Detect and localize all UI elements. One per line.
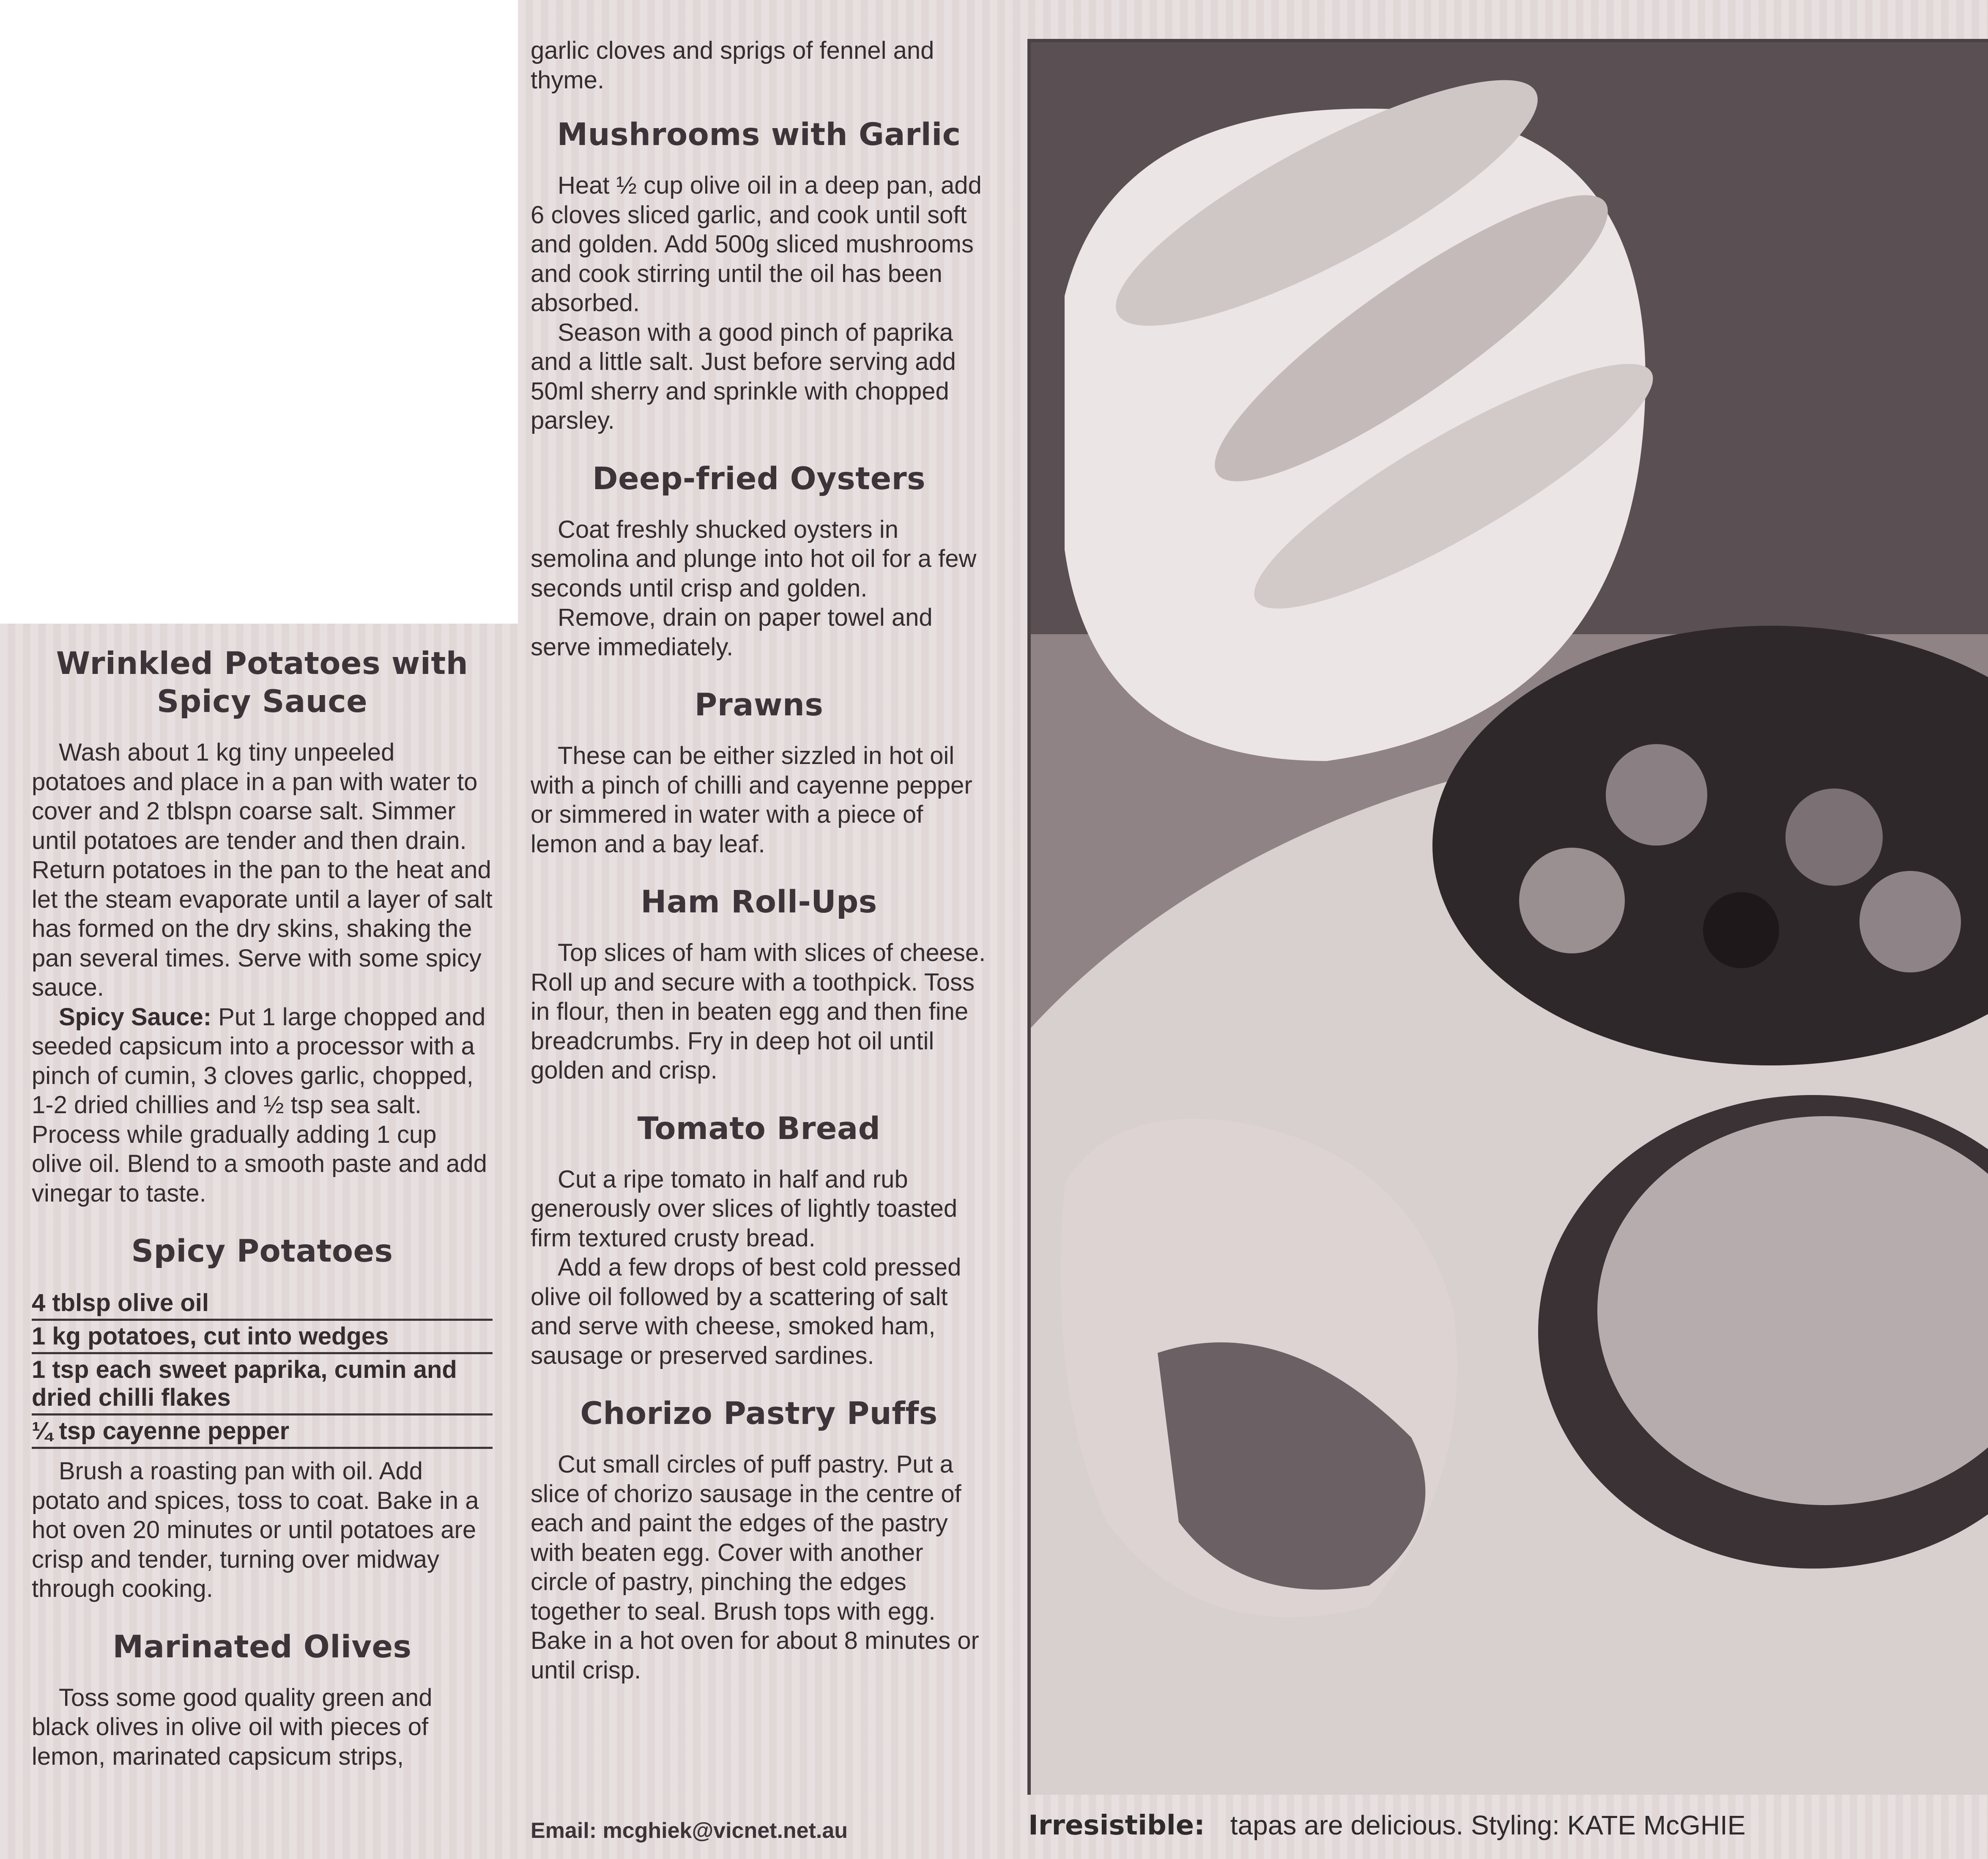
photo-caption bbox=[1028, 1810, 1746, 1841]
recipe-title: Prawns bbox=[694, 687, 824, 723]
recipe-body bbox=[32, 1002, 493, 1208]
recipe-mushrooms bbox=[531, 116, 987, 435]
ingredient-list bbox=[32, 1287, 493, 1449]
recipe-title: Mushrooms with Garlic bbox=[557, 117, 961, 153]
olive-shape bbox=[1606, 744, 1707, 846]
recipe-body: Wash about 1 kg tiny unpeeled potatoes and place in a pan with water to cover and 2 tblspn coarse salt. Simmer until potatoes are tender and then drain. Return potatoes in the pan to the heat and let the steam evaporate until a layer of salt has formed on the dry skins, shaking the pan several times. Serve with some spicy sauce. bbox=[32, 739, 493, 1001]
recipe-body: Top slices of ham with slices of cheese. Roll up and secure with a toothpick. Toss in flour, then in beaten egg and then fine breadcrumbs. Fry in deep hot oil until golden and crisp. bbox=[531, 939, 986, 1084]
recipe-body: Brush a roasting pan with oil. Add potato and spices, toss to coat. Bake in a hot oven 20 minutes or until potatoes are crisp and tender, turning over midway through cooking. bbox=[32, 1457, 479, 1602]
recipe-title: Tomato Bread bbox=[637, 1110, 881, 1147]
recipe-body: These can be either sizzled in hot oil with a pinch of chilli and cayenne pepper or simmered in water with a piece of lemon and a bay leaf. bbox=[531, 742, 972, 858]
recipe-body: Add a few drops of best cold pressed olive oil followed by a scattering of salt and serve with cheese, smoked ham, sausage or preserved sardines. bbox=[531, 1254, 961, 1369]
recipe-title: Marinated Olives bbox=[112, 1629, 412, 1665]
sauce-label: Spicy Sauce: bbox=[59, 1003, 212, 1031]
caption-text: tapas are delicious. Styling: KATE McGHIE bbox=[1230, 1810, 1746, 1840]
ingredient-item: 4 tblsp olive oil bbox=[32, 1287, 493, 1321]
recipe-tomato-bread bbox=[531, 1110, 987, 1371]
recipe-prawns bbox=[531, 686, 987, 859]
caption-label: Irresistible: bbox=[1028, 1810, 1205, 1841]
sauce-text: Put 1 large chopped and seeded capsicum into a processor with a pinch of cumin, 3 cloves garlic, chopped, 1-2 dried chillies and ½ tsp sea salt. Process while gradually adding 1 cup olive oil. Blend to a smooth paste and add vinegar to taste. bbox=[32, 1003, 487, 1207]
recipe-title: Chorizo Pastry Puffs bbox=[580, 1396, 938, 1432]
recipe-title: Spicy Potatoes bbox=[131, 1233, 393, 1269]
olive-shape bbox=[1859, 871, 1961, 972]
olive-shape bbox=[1785, 789, 1883, 886]
recipe-title: Wrinkled Potatoes with Spicy Sauce bbox=[56, 646, 468, 720]
recipe-ham-roll-ups bbox=[531, 883, 987, 1085]
column-1 bbox=[32, 645, 493, 1771]
column-2 bbox=[531, 36, 987, 1685]
recipe-oysters bbox=[531, 460, 987, 662]
recipe-body: Heat ½ cup olive oil in a deep pan, add 6 cloves sliced garlic, and cook until soft and golden. Add 500g sliced mushrooms and cook stirring until the oil has been absorbed. bbox=[531, 172, 982, 317]
recipe-body: Toss some good quality green and black olives in olive oil with pieces of lemon, marinated capsicum strips, bbox=[32, 1684, 433, 1770]
recipe-marinated-olives bbox=[32, 1628, 493, 1771]
recipe-title: Ham Roll-Ups bbox=[641, 884, 877, 920]
ingredient-item: ¼ tsp cayenne pepper bbox=[32, 1415, 493, 1449]
recipe-title: Deep-fried Oysters bbox=[592, 460, 926, 497]
recipe-wrinkled-potatoes bbox=[32, 645, 493, 1208]
author-email: Email: mcghiek@vicnet.net.au bbox=[531, 1818, 848, 1843]
recipe-body: Coat freshly shucked oysters in semolina and plunge into hot oil for a few seconds until crisp and golden. bbox=[531, 515, 977, 602]
tapas-photo-illustration bbox=[1031, 42, 1988, 1795]
recipe-body: Season with a good pinch of paprika and a little salt. Just before serving add 50ml sherry and sprinkle with chopped parsley. bbox=[531, 318, 956, 434]
tapas-photo bbox=[1027, 39, 1988, 1795]
recipe-body: Remove, drain on paper towel and serve immediately. bbox=[531, 604, 933, 661]
recipe-body: Cut small circles of puff pastry. Put a slice of chorizo sausage in the centre of each and paint the edges of the pastry with beaten egg. Cover with another circle of pastry, pinching the edges together to seal. Brush tops with egg. Bake in a hot oven for about 8 minutes or until crisp. bbox=[531, 1451, 979, 1684]
ingredient-item: 1 kg potatoes, cut into wedges bbox=[32, 1321, 493, 1354]
recipe-chorizo-puffs bbox=[531, 1395, 987, 1685]
continued-text: garlic cloves and sprigs of fennel and thyme. bbox=[531, 37, 934, 94]
recipe-spicy-potatoes bbox=[32, 1232, 493, 1604]
recipe-body: Cut a ripe tomato in half and rub generously over slices of lightly toasted firm textured crusty bread. bbox=[531, 1165, 958, 1252]
olive-shape bbox=[1703, 892, 1779, 968]
ingredient-item: 1 tsp each sweet paprika, cumin and dried chilli flakes bbox=[32, 1354, 493, 1415]
olive-shape bbox=[1519, 848, 1625, 953]
